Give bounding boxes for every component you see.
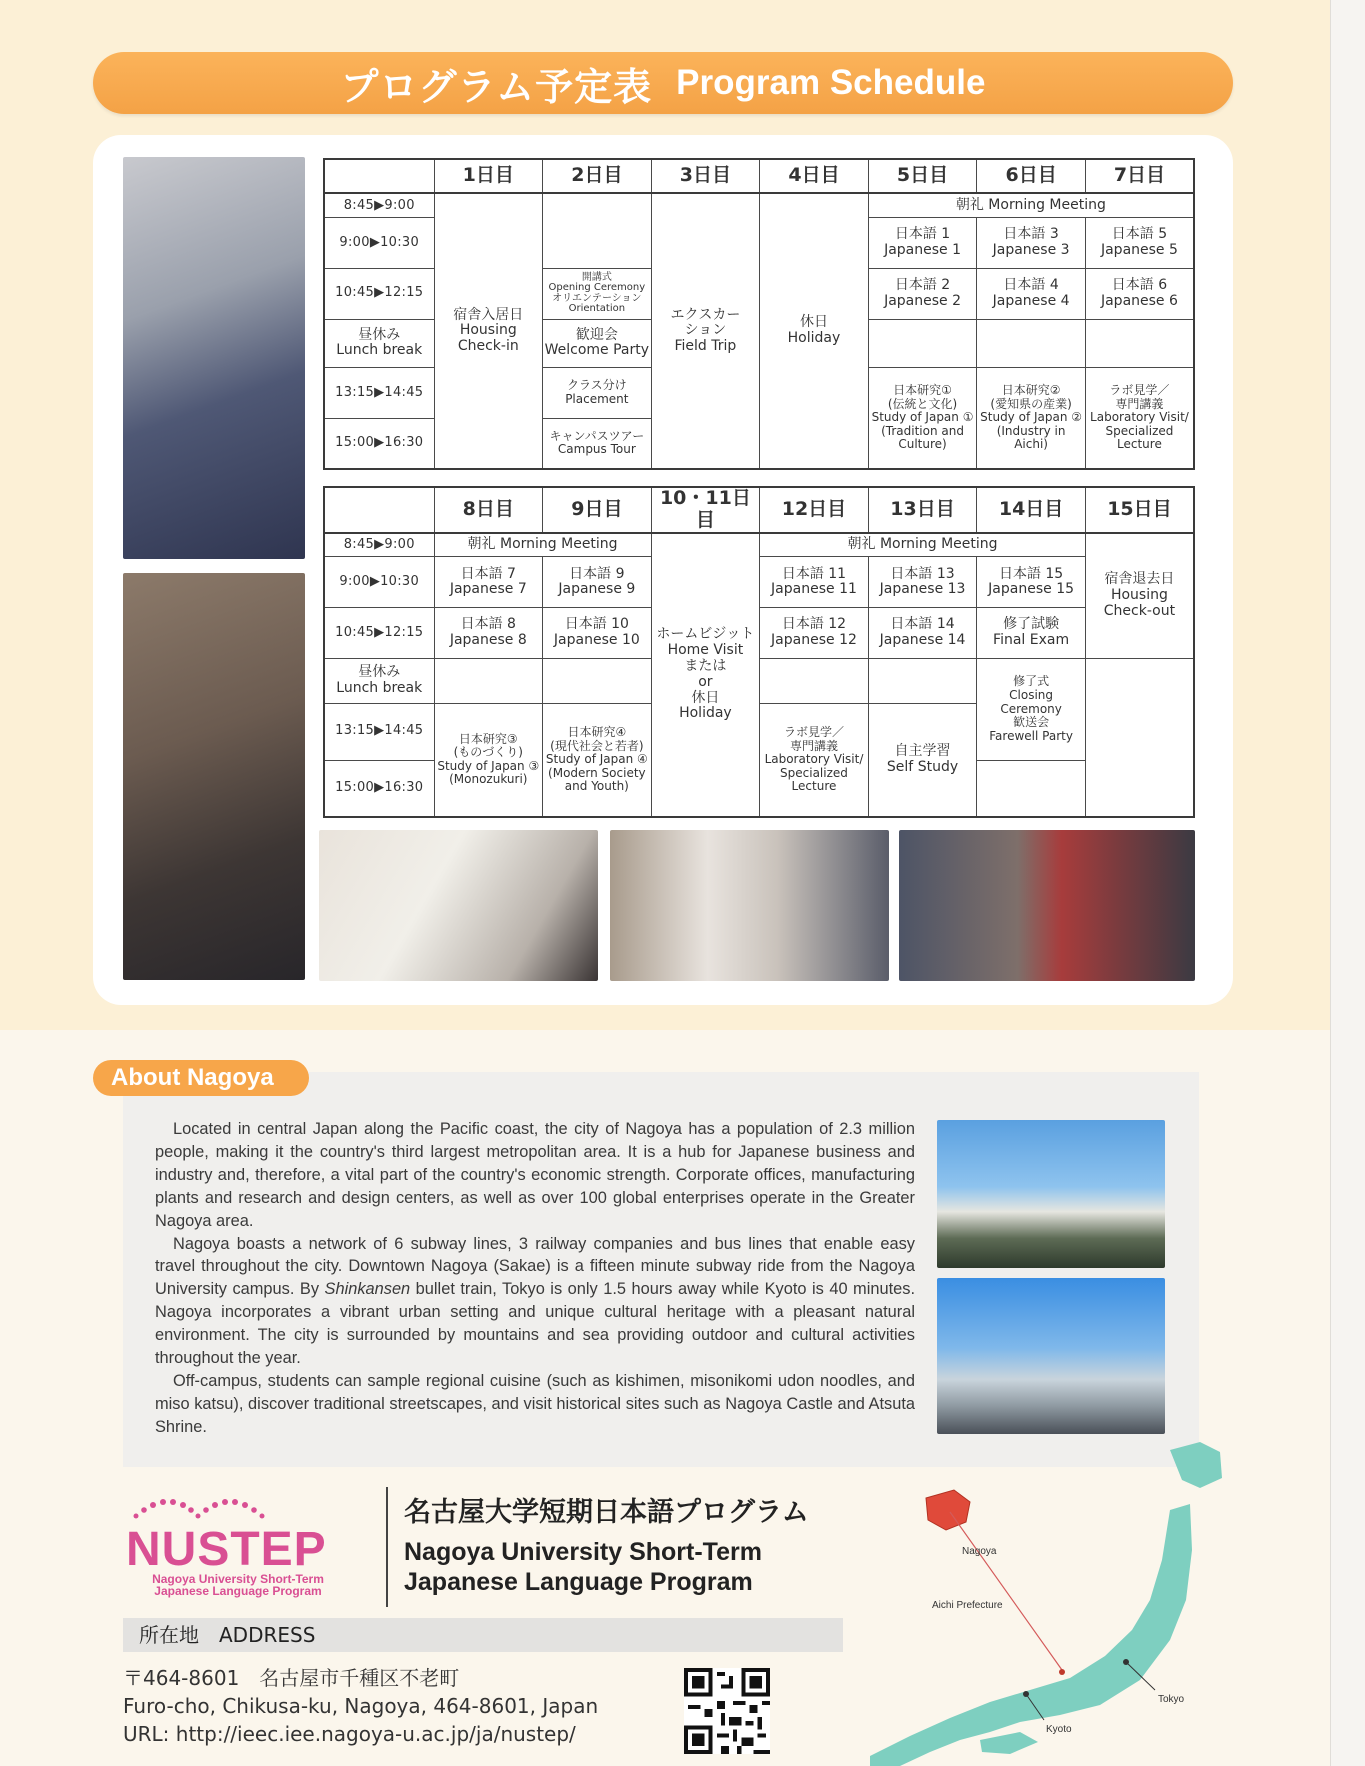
empty-cell <box>434 659 543 704</box>
cell-campus-tour: キャンパスツアー Campus Tour <box>543 418 652 469</box>
cell-japanese: 日本語 8 Japanese 8 <box>434 608 543 659</box>
cell-final-exam: 修了試験 Final Exam <box>977 608 1086 659</box>
empty-cell <box>868 659 977 704</box>
program-title-en-line: Japanese Language Program <box>404 1568 753 1596</box>
photo-classroom-presentation <box>319 830 598 981</box>
map-shikoku <box>980 1732 1038 1754</box>
map-label-kyoto: Kyoto <box>1046 1724 1072 1735</box>
map-label-tokyo: Tokyo <box>1158 1694 1185 1705</box>
time-cell: 10:45▶12:15 <box>324 608 434 659</box>
about-paragraph <box>155 1233 915 1370</box>
day-header: 2日目 <box>543 159 652 193</box>
empty-cell <box>977 319 1086 368</box>
empty-cell <box>1085 659 1194 817</box>
japan-map <box>870 1440 1250 1766</box>
map-honshu <box>870 1504 1192 1766</box>
cell-study-of-japan: 日本研究① (伝統と文化) Study of Japan ① (Tradition and Culture) <box>868 368 977 469</box>
divider <box>386 1487 388 1607</box>
time-cell: 13:15▶14:45 <box>324 703 434 760</box>
logo-dots-icon <box>130 1494 270 1524</box>
cell-placement: クラス分け Placement <box>543 368 652 419</box>
page-edge <box>1330 0 1365 1766</box>
day-header: 4日目 <box>760 159 869 193</box>
photo-group-discussion <box>899 830 1195 981</box>
time-cell-lunch: 昼休み Lunch break <box>324 319 434 368</box>
time-cell: 15:00▶16:30 <box>324 418 434 469</box>
map-hokkaido <box>1170 1442 1222 1488</box>
corner-cell <box>324 487 434 533</box>
photo-nagoya-tv-tower <box>937 1278 1165 1434</box>
time-cell: 10:45▶12:15 <box>324 268 434 319</box>
cell-japanese: 日本語 4 Japanese 4 <box>977 268 1086 319</box>
cell-day4: 休日 Holiday <box>760 193 869 469</box>
nustep-logo-subtitle: Nagoya University Short-Term Japanese Language Program <box>152 1572 324 1598</box>
photo-students-yukata <box>123 157 305 559</box>
day-header: 1日目 <box>434 159 543 193</box>
url-link[interactable]: URL: http://ieec.iee.nagoya-u.ac.jp/ja/nustep/ <box>123 1722 576 1746</box>
day-header: 9日目 <box>543 487 652 533</box>
nustep-logo: NUSTEP <box>126 1523 327 1576</box>
cell-japanese: 日本語 11 Japanese 11 <box>760 557 869 608</box>
program-title-jp: 名古屋大学短期日本語プログラム <box>404 1497 809 1528</box>
morning-meeting: 朝礼 Morning Meeting <box>760 533 1086 557</box>
cell-lab-visit: ラボ見学／ 専門講義 Laboratory Visit/ Specialized Lecture <box>760 703 869 817</box>
day-header: 14日目 <box>977 487 1086 533</box>
empty-cell <box>543 659 652 704</box>
cell-japanese: 日本語 6 Japanese 6 <box>1085 268 1194 319</box>
qr-code-icon[interactable] <box>684 1668 770 1754</box>
time-cell: 15:00▶16:30 <box>324 760 434 817</box>
map-nagoya-dot <box>1059 1669 1065 1675</box>
empty-cell <box>543 193 652 268</box>
cell-japanese: 日本語 1 Japanese 1 <box>868 218 977 269</box>
time-cell-lunch: 昼休み Lunch break <box>324 659 434 704</box>
cell-japanese: 日本語 2 Japanese 2 <box>868 268 977 319</box>
schedule-title-bar <box>93 52 1233 114</box>
program-title-en-line: Nagoya University Short-Term <box>404 1538 762 1566</box>
address-block <box>123 1664 598 1748</box>
cell-day3: エクスカー ション Field Trip <box>651 193 760 469</box>
cell-study-of-japan: 日本研究③ (ものづくり) Study of Japan ③ (Monozukuri) <box>434 703 543 817</box>
time-cell: 9:00▶10:30 <box>324 557 434 608</box>
map-aichi-highlight <box>926 1490 970 1530</box>
cell-japanese: 日本語 12 Japanese 12 <box>760 608 869 659</box>
morning-meeting: 朝礼 Morning Meeting <box>868 193 1194 217</box>
schedule-table-week2 <box>323 486 1195 818</box>
cell-closing-ceremony: 修了式 Closing Ceremony 歓送会 Farewell Party <box>977 659 1086 761</box>
cell-japanese: 日本語 14 Japanese 14 <box>868 608 977 659</box>
cell-study-of-japan: 日本研究② (愛知県の産業) Study of Japan ② (Industry in Aichi) <box>977 368 1086 469</box>
cell-day1: 宿舎入居日 Housing Check-in <box>434 193 543 469</box>
photo-nagoya-castle <box>937 1120 1165 1268</box>
about-paragraph: Off-campus, students can sample regional cuisine (such as kishimen, misonikomi udon noodles, and miso katsu), discover traditional streetscapes, and visit historical sites such as Nagoya Castle and Atsuta Shrine. <box>155 1371 915 1436</box>
day-header: 5日目 <box>868 159 977 193</box>
address-jp: 〒464-8601 名古屋市千種区不老町 <box>123 1666 460 1690</box>
cell-japanese: 日本語 13 Japanese 13 <box>868 557 977 608</box>
time-cell: 13:15▶14:45 <box>324 368 434 419</box>
map-label-nagoya: Nagoya <box>962 1546 997 1557</box>
address-label: 所在地 ADDRESS <box>123 1618 843 1652</box>
day-header: 10・11日目 <box>651 487 760 533</box>
title-jp: プログラム予定表 <box>340 64 653 109</box>
day-header: 13日目 <box>868 487 977 533</box>
day-header: 15日目 <box>1085 487 1194 533</box>
cell-japanese: 日本語 15 Japanese 15 <box>977 557 1086 608</box>
empty-cell <box>760 659 869 704</box>
empty-cell <box>1085 319 1194 368</box>
about-text-em: Shinkansen <box>324 1280 411 1299</box>
cell-check-out: 宿舎退去日 Housing Check-out <box>1085 533 1194 659</box>
map-label-aichi: Aichi Prefecture <box>932 1600 1003 1611</box>
time-cell: 9:00▶10:30 <box>324 218 434 269</box>
cell-japanese: 日本語 5 Japanese 5 <box>1085 218 1194 269</box>
day-header: 8日目 <box>434 487 543 533</box>
cell-self-study: 自主学習 Self Study <box>868 703 977 817</box>
morning-meeting: 朝礼 Morning Meeting <box>434 533 651 557</box>
program-title-en <box>404 1537 762 1597</box>
about-tab: About Nagoya <box>93 1060 309 1096</box>
map-pointer-line <box>950 1512 1062 1670</box>
title-en: Program Schedule <box>676 63 986 102</box>
empty-cell <box>868 319 977 368</box>
empty-cell <box>977 760 1086 817</box>
about-text <box>155 1118 915 1439</box>
cell-lab-visit: ラボ見学／ 専門講義 Laboratory Visit/ Specialized Lecture <box>1085 368 1194 469</box>
day-header: 12日目 <box>760 487 869 533</box>
cell-home-visit: ホームビジット Home Visit または or 休日 Holiday <box>651 533 760 817</box>
photo-student-maneki-neko <box>123 573 305 980</box>
about-text-run: bullet train, Tokyo is only 1.5 hours away while Kyoto is 40 minutes. Nagoya incorporates a vibrant urban setting and unique cultural heritage with a pleasant natural environment. The city is surrounded by mountains and sea providing outdoor and cultural activities throughout the year. <box>155 1280 916 1368</box>
cell-welcome-party: 歓迎会 Welcome Party <box>543 319 652 368</box>
day-header: 6日目 <box>977 159 1086 193</box>
corner-cell <box>324 159 434 193</box>
cell-opening-ceremony: 開講式 Opening Ceremony オリエンテーション Orientation <box>543 268 652 319</box>
cell-japanese: 日本語 3 Japanese 3 <box>977 218 1086 269</box>
time-cell: 8:45▶9:00 <box>324 193 434 217</box>
cell-japanese: 日本語 7 Japanese 7 <box>434 557 543 608</box>
about-text-run: Nagoya boasts a network of 6 subway lines, 3 railway companies and bus lines that enable easy travel throughout the city. Downtown Nagoya (Sakae) is a fifteen minute subway ride from the Nagoya University campus. By <box>155 1234 915 1299</box>
cell-japanese: 日本語 10 Japanese 10 <box>543 608 652 659</box>
time-cell: 8:45▶9:00 <box>324 533 434 557</box>
day-header: 7日目 <box>1085 159 1194 193</box>
about-paragraph: Located in central Japan along the Pacific coast, the city of Nagoya has a population of 2.3 million people, making it the country's third largest metropolitan area. It is a hub for Japanese business and industry and, therefore, a vital part of the country's economic strength. Corporate offices, manufacturing plants and research and design centers, as well as over 100 global enterprises operate in the Greater Nagoya area. <box>155 1120 915 1230</box>
cell-japanese: 日本語 9 Japanese 9 <box>543 557 652 608</box>
photo-ceremony <box>610 830 889 981</box>
day-header: 3日目 <box>651 159 760 193</box>
cell-study-of-japan: 日本研究④ (現代社会と若者) Study of Japan ④ (Modern Society and Youth) <box>543 703 652 817</box>
address-en: Furo-cho, Chikusa-ku, Nagoya, 464-8601, Japan <box>123 1694 599 1718</box>
schedule-table-week1 <box>323 158 1195 470</box>
